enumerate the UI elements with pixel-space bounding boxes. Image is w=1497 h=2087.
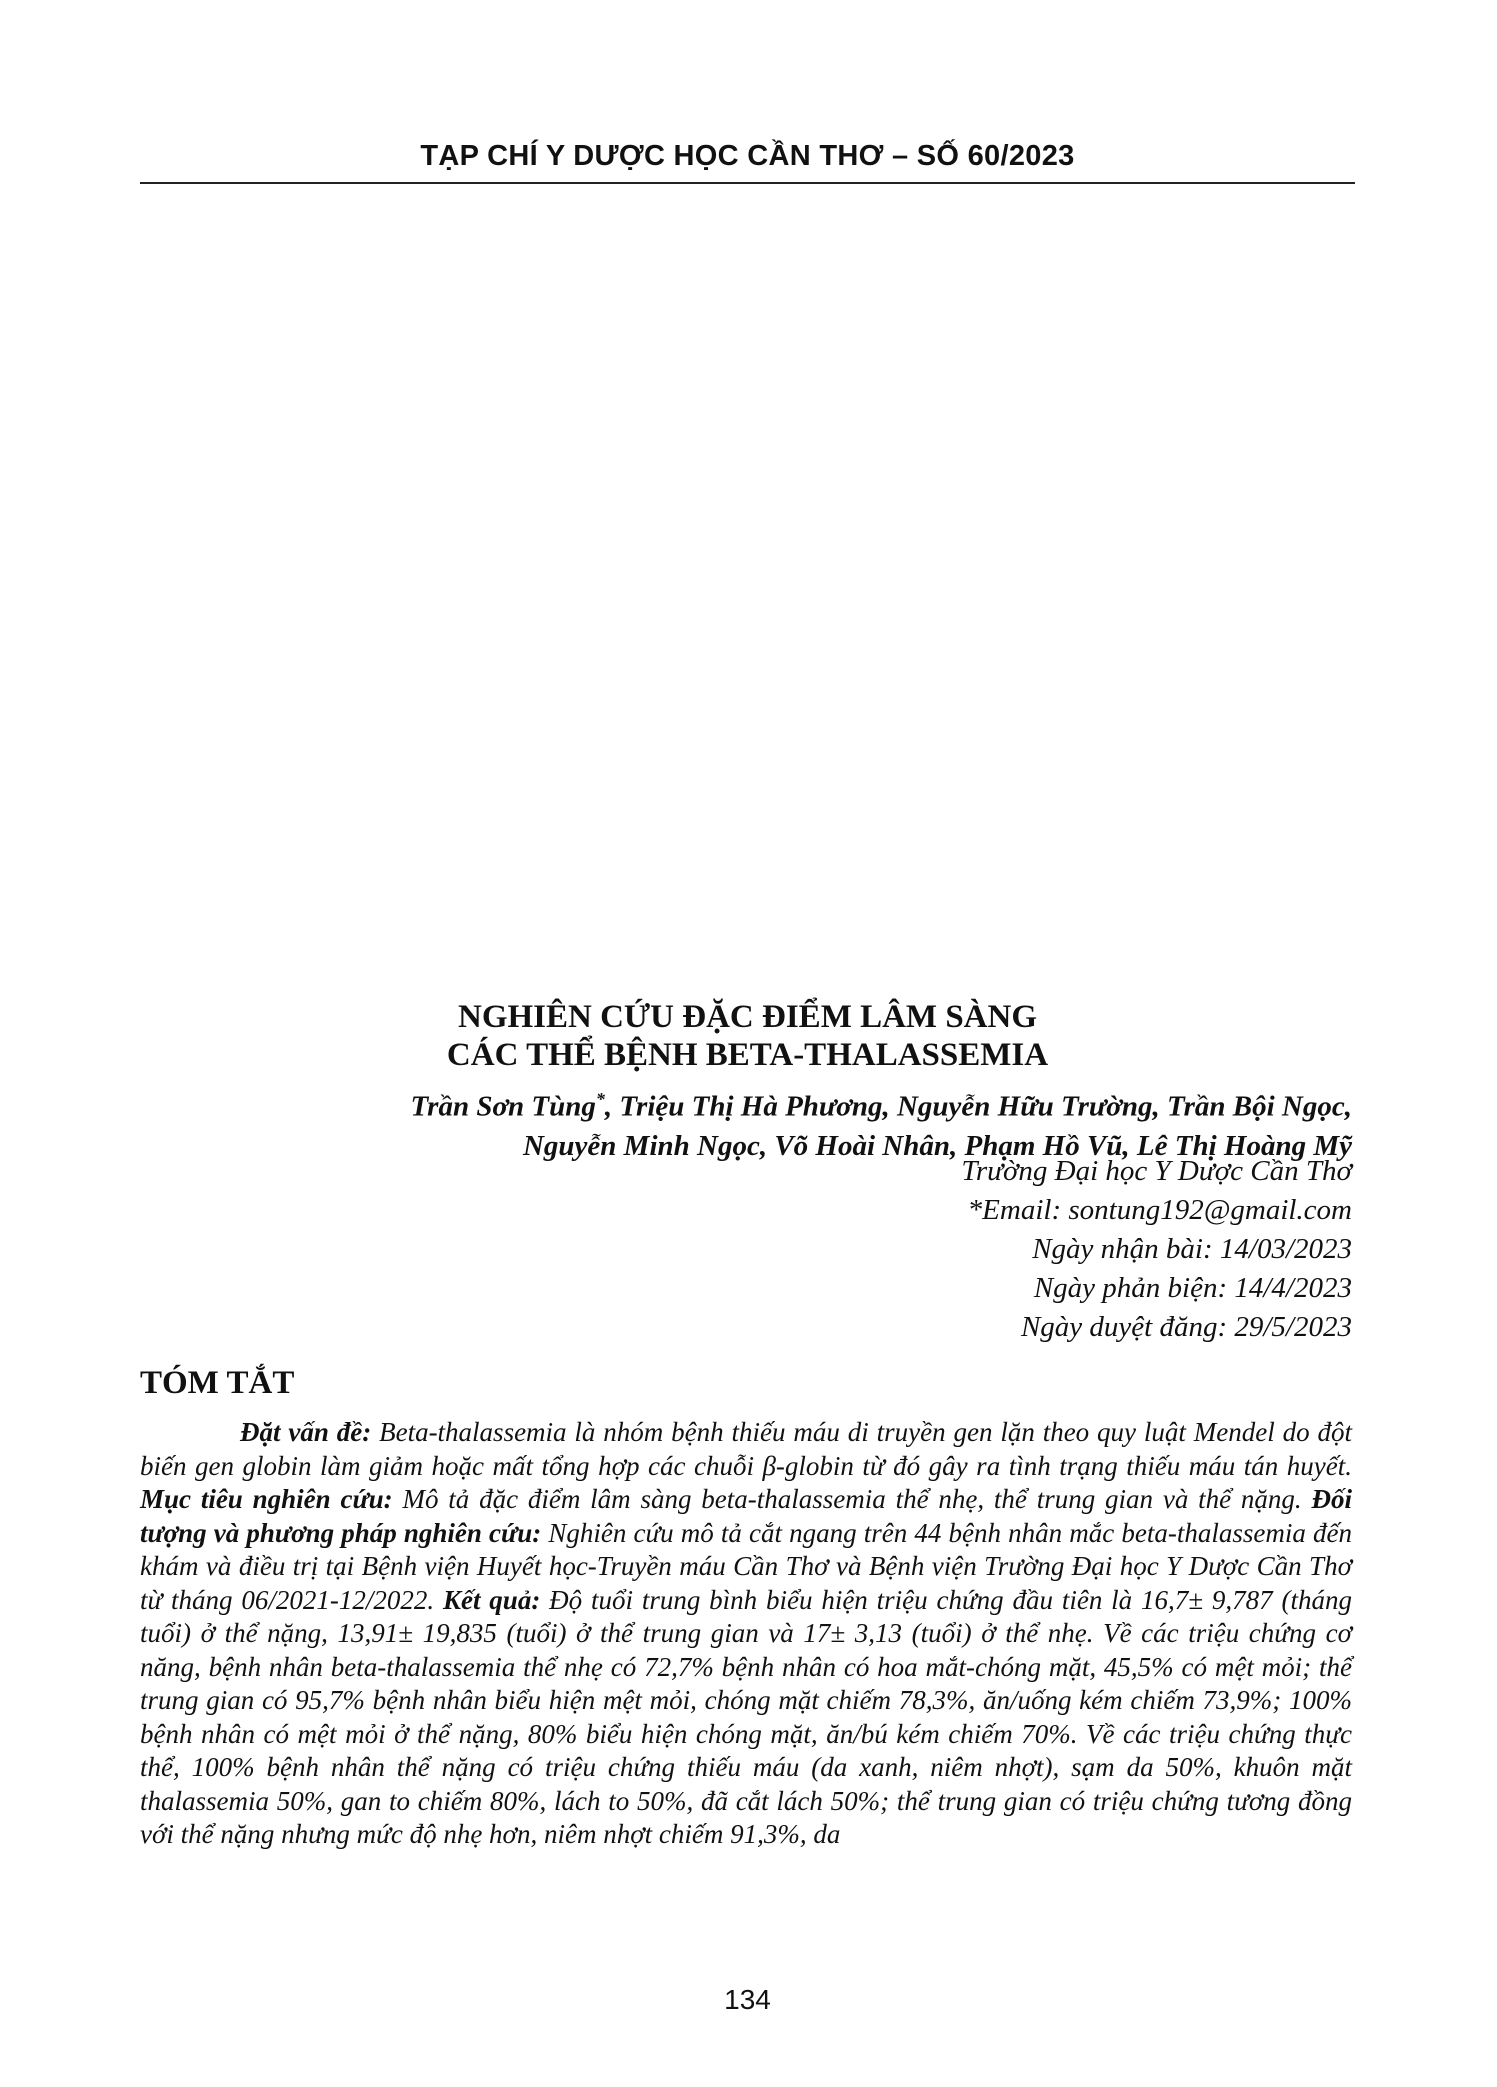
abstract-text-methods: Nghiên cứu mô tả cắt ngang trên 44 bệnh nhân mắc beta-thalassemia đến khám và điều trị tại Bệnh viện Huyết học-Truyền máu Cần Thơ và Bệnh viện Trường Đại học Y Dược Cần Thơ từ tháng 06/2021-12/2022. — [140, 1517, 1352, 1615]
title-line-1: NGHIÊN CỨU ĐẶC ĐIỂM LÂM SÀNG — [457, 999, 1038, 1035]
article-title — [140, 998, 1355, 1074]
authors-line-2: Nguyễn Minh Ngọc, Võ Hoài Nhân, Phạm Hồ Vũ, Lê Thị Hoàng Mỹ — [522, 1129, 1352, 1162]
article-info — [140, 1152, 1352, 1347]
date-accepted: Ngày duyệt đăng: 29/5/2023 — [1020, 1311, 1352, 1343]
abstract-text-background: Beta-thalassemia là nhóm bệnh thiếu máu di truyền gen lặn theo quy luật Mendel do đột biến gen globin làm giảm hoặc mất tổng hợp các chuỗi β-globin từ đó gây ra tình trạng thiếu máu tán huyết. — [140, 1417, 1352, 1481]
authors-line-1 — [140, 1080, 1352, 1127]
abstract-label-background: Đặt vấn đề: — [240, 1417, 372, 1447]
title-line-2: CÁC THỂ BỆNH BETA-THALASSEMIA — [446, 1037, 1049, 1073]
corresponding-author: Trần Sơn Tùng — [410, 1090, 596, 1123]
affiliation: Trường Đại học Y Dược Cần Thơ — [961, 1155, 1352, 1187]
corresponding-mark: * — [595, 1089, 605, 1109]
date-reviewed: Ngày phản biện: 14/4/2023 — [1033, 1272, 1352, 1304]
abstract-text-results: Độ tuổi trung bình biểu hiện triệu chứng đầu tiên là 16,7± 9,787 (tháng tuổi) ở thể nặng, 13,91± 19,835 (tuổi) ở thể trung gian và 17± 3,13 (tuổi) ở thể nhẹ. Về các triệu chứng cơ năng, bệnh nhân beta-thalassemia thể nhẹ có 72,7% bệnh nhân có hoa mắt-chóng mặt, 45,5% có mệt mỏi; thể trung gian có 95,7% bệnh nhân biểu hiện mệt mỏi, chóng mặt chiếm 78,3%, ăn/uống kém chiếm 73,9%; 100% bệnh nhân có mệt mỏi ở thể nặng, 80% biểu hiện chóng mặt, ăn/bú kém chiếm 70%. Về các triệu chứng thực thể, 100% bệnh nhân thể nặng có triệu chứng thiếu máu (da xanh, niêm nhợt), sạm da 50%, khuôn mặt thalassemia 50%, gan to chiếm 80%, lách to 50%, đã cắt lách 50%; thể trung gian có triệu chứng tương đồng với thể nặng nhưng mức độ nhẹ hơn, niêm nhợt chiếm 91,3%, da — [140, 1584, 1352, 1849]
abstract-label-methods: Đối tượng và phương pháp nghiên cứu: — [140, 1484, 1352, 1548]
abstract-label-results: Kết quả: — [442, 1584, 541, 1615]
abstract-text-objective: Mô tả đặc điểm lâm sàng beta-thalassemia thể nhẹ, thể trung gian và thể nặng. — [392, 1484, 1312, 1514]
journal-header: TẠP CHÍ Y DƯỢC HỌC CẦN THƠ – SỐ 60/2023 — [420, 140, 1075, 172]
abstract-label-objective: Mục tiêu nghiên cứu: — [140, 1484, 393, 1514]
co-authors-1: , Triệu Thị Hà Phương, Nguyễn Hữu Trường, Trần Bội Ngọc, — [604, 1090, 1352, 1123]
header-divider — [140, 182, 1355, 184]
page-number: 134 — [724, 1984, 771, 2015]
abstract-heading: TÓM TẮT — [140, 1365, 295, 1401]
date-received: Ngày nhận bài: 14/03/2023 — [1032, 1233, 1352, 1265]
abstract-body — [140, 1416, 1352, 1852]
author-email: *Email: sontung192@gmail.com — [967, 1194, 1352, 1226]
